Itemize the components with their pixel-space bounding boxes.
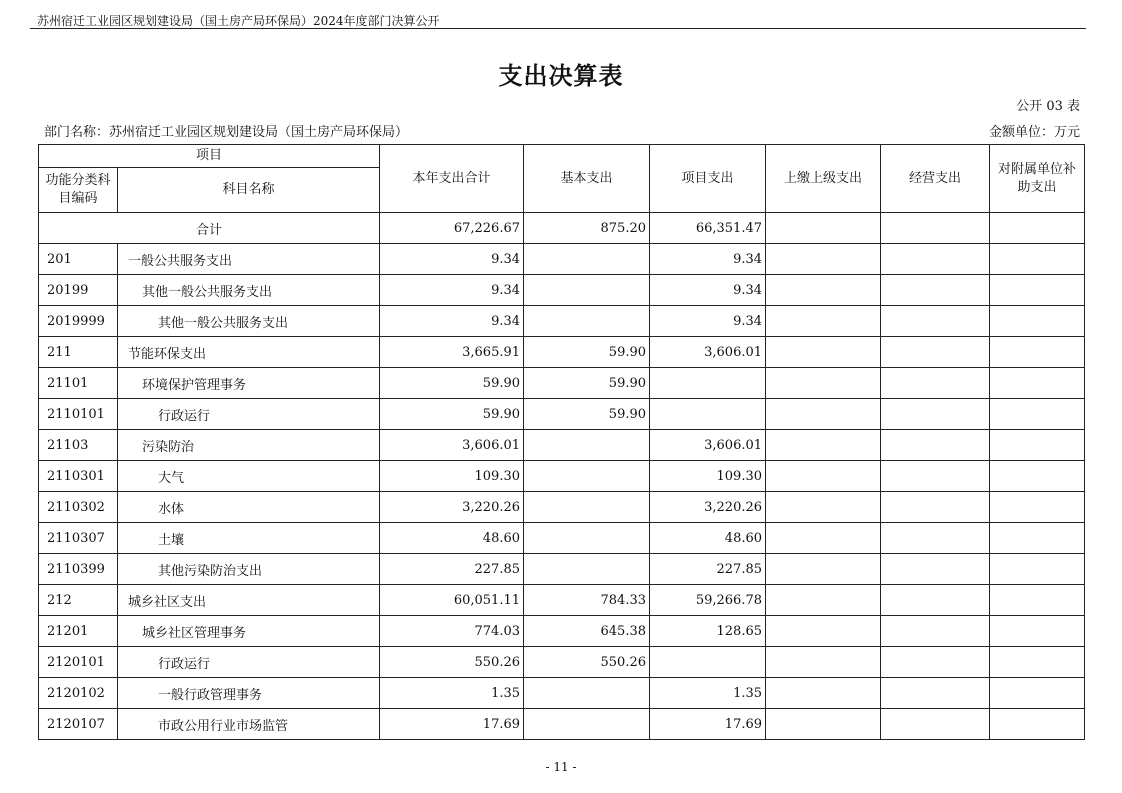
cell-project: 3,606.01 (650, 337, 766, 368)
header-turnover: 上缴上级支出 (766, 145, 881, 213)
cell-project: 128.65 (650, 616, 766, 647)
cell-subject-name: 市政公用行业市场监管 (118, 709, 380, 740)
cell-business (881, 275, 990, 306)
cell-code: 2110399 (39, 554, 118, 585)
table-row (39, 244, 1085, 275)
cell-subject-name: 城乡社区管理事务 (118, 616, 380, 647)
cell-subsidy (990, 368, 1085, 399)
cell-project: 59,266.78 (650, 585, 766, 616)
cell-business (881, 306, 990, 337)
header-subject: 科目名称 (118, 168, 380, 213)
cell-turnover (766, 275, 881, 306)
table-row (39, 399, 1085, 430)
cell-business (881, 709, 990, 740)
cell-subject-name: 土壤 (118, 523, 380, 554)
cell-subject-name: 环境保护管理事务 (118, 368, 380, 399)
table-row (39, 554, 1085, 585)
cell-business (881, 337, 990, 368)
cell-subsidy (990, 275, 1085, 306)
cell-subject-name: 大气 (118, 461, 380, 492)
page-title: 支出决算表 (498, 62, 624, 90)
cell-basic (524, 244, 650, 275)
table-row (39, 275, 1085, 306)
cell-basic (524, 306, 650, 337)
table-row (39, 306, 1085, 337)
cell-turnover (766, 585, 881, 616)
cell-total: 550.26 (380, 647, 524, 678)
cell-total: 227.85 (380, 554, 524, 585)
cell-subject-name: 水体 (118, 492, 380, 523)
cell-turnover (766, 523, 881, 554)
cell-subject-name: 节能环保支出 (118, 337, 380, 368)
table-row (39, 678, 1085, 709)
expenditure-table (38, 144, 1085, 740)
cell-basic (524, 678, 650, 709)
total-business (881, 213, 990, 244)
cell-total: 774.03 (380, 616, 524, 647)
header-business: 经营支出 (881, 145, 990, 213)
total-label: 合计 (39, 213, 380, 244)
cell-code: 2120101 (39, 647, 118, 678)
cell-total: 48.60 (380, 523, 524, 554)
cell-total: 3,220.26 (380, 492, 524, 523)
header-project-expenditure: 项目支出 (650, 145, 766, 213)
cell-basic: 59.90 (524, 337, 650, 368)
cell-project: 3,220.26 (650, 492, 766, 523)
cell-code: 201 (39, 244, 118, 275)
cell-business (881, 523, 990, 554)
cell-subject-name: 其他一般公共服务支出 (118, 306, 380, 337)
total-row (39, 213, 1085, 244)
cell-code: 2120107 (39, 709, 118, 740)
cell-basic (524, 523, 650, 554)
cell-code: 2019999 (39, 306, 118, 337)
cell-total: 3,665.91 (380, 337, 524, 368)
cell-subsidy (990, 554, 1085, 585)
cell-subsidy (990, 709, 1085, 740)
total-sum: 67,226.67 (380, 213, 524, 244)
total-project: 66,351.47 (650, 213, 766, 244)
header-total: 本年支出合计 (380, 145, 524, 213)
cell-business (881, 368, 990, 399)
cell-basic: 59.90 (524, 368, 650, 399)
cell-subject-name: 行政运行 (118, 399, 380, 430)
cell-subsidy (990, 678, 1085, 709)
cell-subsidy (990, 430, 1085, 461)
cell-basic (524, 461, 650, 492)
cell-business (881, 585, 990, 616)
table-row (39, 368, 1085, 399)
cell-subject-name: 行政运行 (118, 647, 380, 678)
cell-subject-name: 污染防治 (118, 430, 380, 461)
cell-total: 1.35 (380, 678, 524, 709)
header-rule (30, 28, 1086, 29)
cell-subsidy (990, 492, 1085, 523)
cell-total: 9.34 (380, 244, 524, 275)
cell-project: 9.34 (650, 244, 766, 275)
table-row (39, 492, 1085, 523)
cell-project (650, 399, 766, 430)
total-subsidy (990, 213, 1085, 244)
cell-total: 9.34 (380, 275, 524, 306)
header-project: 项目 (39, 145, 380, 168)
cell-subject-name: 一般行政管理事务 (118, 678, 380, 709)
cell-code: 21201 (39, 616, 118, 647)
cell-turnover (766, 647, 881, 678)
cell-total: 109.30 (380, 461, 524, 492)
cell-basic: 645.38 (524, 616, 650, 647)
cell-business (881, 430, 990, 461)
cell-code: 212 (39, 585, 118, 616)
header-basic: 基本支出 (524, 145, 650, 213)
cell-subject-name: 一般公共服务支出 (118, 244, 380, 275)
department-name: 部门名称：苏州宿迁工业园区规划建设局（国土房产局环保局） (44, 125, 409, 140)
cell-total: 17.69 (380, 709, 524, 740)
cell-project: 9.34 (650, 306, 766, 337)
cell-subsidy (990, 399, 1085, 430)
cell-business (881, 554, 990, 585)
cell-business (881, 244, 990, 275)
cell-turnover (766, 709, 881, 740)
amount-unit: 金额单位：万元 (988, 125, 1080, 140)
cell-turnover (766, 554, 881, 585)
cell-business (881, 399, 990, 430)
page-number: - 11 - (545, 760, 577, 774)
table-row (39, 461, 1085, 492)
cell-subsidy (990, 244, 1085, 275)
cell-code: 20199 (39, 275, 118, 306)
table-row (39, 337, 1085, 368)
header-subsidy: 对附属单位补助支出 (990, 145, 1085, 213)
table-row (39, 616, 1085, 647)
cell-project: 17.69 (650, 709, 766, 740)
cell-subsidy (990, 337, 1085, 368)
cell-subsidy (990, 461, 1085, 492)
cell-project: 48.60 (650, 523, 766, 554)
cell-turnover (766, 337, 881, 368)
cell-project (650, 368, 766, 399)
cell-subsidy (990, 647, 1085, 678)
cell-basic (524, 492, 650, 523)
table-row (39, 709, 1085, 740)
cell-subsidy (990, 523, 1085, 554)
cell-code: 2110307 (39, 523, 118, 554)
total-basic: 875.20 (524, 213, 650, 244)
cell-code: 21101 (39, 368, 118, 399)
table-row (39, 585, 1085, 616)
cell-basic (524, 275, 650, 306)
cell-turnover (766, 430, 881, 461)
cell-code: 21103 (39, 430, 118, 461)
cell-total: 3,606.01 (380, 430, 524, 461)
cell-business (881, 678, 990, 709)
cell-total: 59.90 (380, 399, 524, 430)
cell-code: 2110302 (39, 492, 118, 523)
cell-code: 211 (39, 337, 118, 368)
table-row (39, 430, 1085, 461)
cell-project: 1.35 (650, 678, 766, 709)
cell-total: 60,051.11 (380, 585, 524, 616)
cell-business (881, 461, 990, 492)
cell-basic (524, 554, 650, 585)
cell-total: 59.90 (380, 368, 524, 399)
cell-business (881, 616, 990, 647)
cell-basic (524, 430, 650, 461)
cell-turnover (766, 399, 881, 430)
cell-basic (524, 709, 650, 740)
cell-turnover (766, 306, 881, 337)
cell-code: 2120102 (39, 678, 118, 709)
running-header: 苏州宿迁工业园区规划建设局（国土房产局环保局）2024年度部门决算公开 (37, 14, 440, 28)
cell-subject-name: 城乡社区支出 (118, 585, 380, 616)
table-row (39, 647, 1085, 678)
cell-project: 109.30 (650, 461, 766, 492)
cell-turnover (766, 616, 881, 647)
cell-subject-name: 其他一般公共服务支出 (118, 275, 380, 306)
cell-turnover (766, 492, 881, 523)
cell-basic: 59.90 (524, 399, 650, 430)
cell-business (881, 492, 990, 523)
cell-subject-name: 其他污染防治支出 (118, 554, 380, 585)
cell-project: 227.85 (650, 554, 766, 585)
cell-turnover (766, 678, 881, 709)
total-turnover (766, 213, 881, 244)
cell-basic: 550.26 (524, 647, 650, 678)
cell-project: 9.34 (650, 275, 766, 306)
cell-code: 2110101 (39, 399, 118, 430)
cell-subsidy (990, 616, 1085, 647)
cell-project (650, 647, 766, 678)
table-number: 公开 03 表 (1016, 99, 1080, 114)
cell-subsidy (990, 306, 1085, 337)
cell-business (881, 647, 990, 678)
cell-turnover (766, 368, 881, 399)
cell-total: 9.34 (380, 306, 524, 337)
table-row (39, 523, 1085, 554)
header-code: 功能分类科目编码 (39, 168, 118, 213)
cell-turnover (766, 461, 881, 492)
cell-project: 3,606.01 (650, 430, 766, 461)
cell-basic: 784.33 (524, 585, 650, 616)
cell-subsidy (990, 585, 1085, 616)
cell-turnover (766, 244, 881, 275)
cell-code: 2110301 (39, 461, 118, 492)
